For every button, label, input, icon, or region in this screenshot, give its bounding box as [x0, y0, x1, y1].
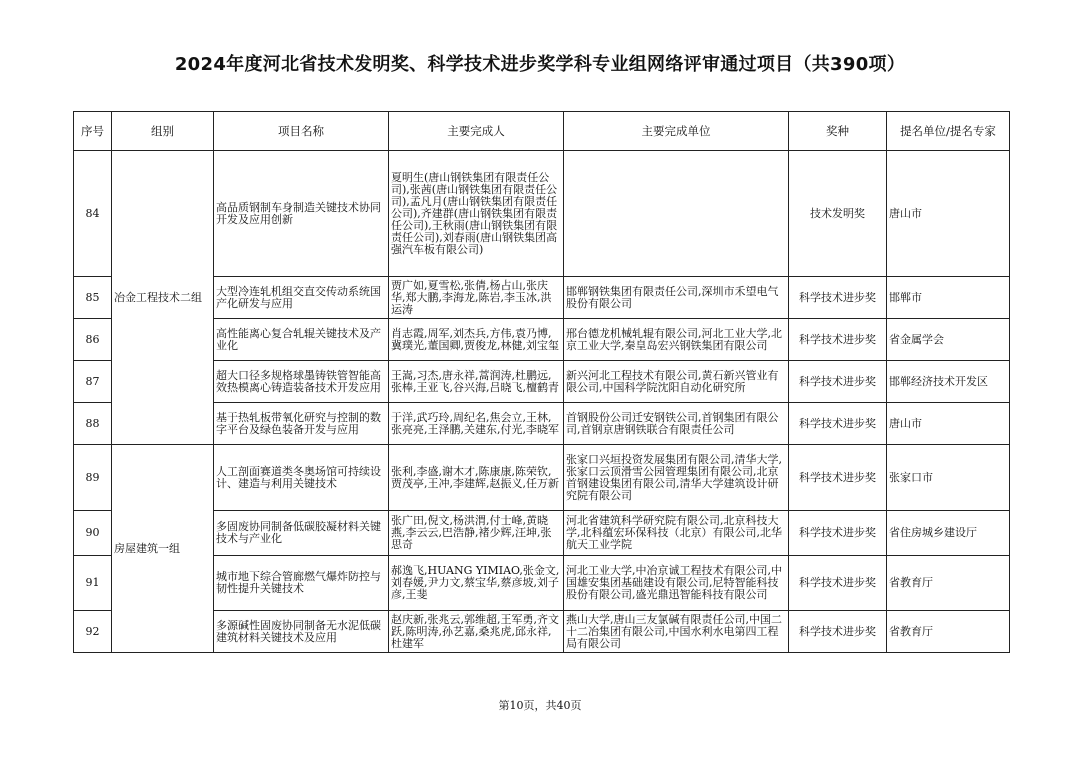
cell-nominator: 邯郸经济技术开发区 [887, 361, 1010, 403]
cell-no: 91 [74, 556, 112, 611]
cell-award: 科学技术进步奖 [789, 361, 887, 403]
table-row [74, 556, 1010, 611]
table-row [74, 277, 1010, 319]
header-group: 组别 [112, 112, 214, 151]
table-header-row [74, 112, 1010, 151]
cell-project-name: 超大口径多规格球墨铸铁管智能高效热模离心铸造装备技术开发应用 [214, 361, 389, 403]
cell-no: 84 [74, 151, 112, 277]
cell-people: 郝逸飞,HUANG YIMIAO,张金文,刘春媛,尹力文,蔡宝华,蔡彦坡,刘子彦,王斐 [389, 556, 564, 611]
header-units: 主要完成单位 [564, 112, 789, 151]
table-row [74, 151, 1010, 277]
cell-nominator: 邯郸市 [887, 277, 1010, 319]
table-row [74, 319, 1010, 361]
header-people: 主要完成人 [389, 112, 564, 151]
cell-units: 河北省建筑科学研究院有限公司,北京科技大学,北科蕴宏环保科技（北京）有限公司,北华航天工业学院 [564, 511, 789, 556]
table-row [74, 511, 1010, 556]
cell-no: 85 [74, 277, 112, 319]
page-footer: 第10页，共40页 [498, 699, 582, 712]
cell-project-name: 城市地下综合管廊燃气爆炸防控与韧性提升关键技术 [214, 556, 389, 611]
cell-units: 张家口兴垣投资发展集团有限公司,清华大学,张家口云顶滑雪公园管理集团有限公司,北京首钢建设集团有限公司,清华大学建筑设计研究院有限公司 [564, 445, 789, 511]
cell-award: 科学技术进步奖 [789, 319, 887, 361]
header-no: 序号 [74, 112, 112, 151]
cell-project-name: 多固废协同制备低碳胶凝材料关键技术与产业化 [214, 511, 389, 556]
cell-project-name: 多源碱性固废协同制备无水泥低碳建筑材料关键技术及应用 [214, 611, 389, 653]
cell-award: 科学技术进步奖 [789, 277, 887, 319]
cell-no: 87 [74, 361, 112, 403]
cell-nominator: 省教育厅 [887, 611, 1010, 653]
cell-award: 科学技术进步奖 [789, 556, 887, 611]
table-row [74, 361, 1010, 403]
cell-people: 于洋,武巧玲,周纪名,焦会立,王林,张亮亮,王泽鹏,关建东,付光,李晓军 [389, 403, 564, 445]
cell-group: 房屋建筑一组 [112, 445, 214, 653]
cell-people: 赵庆新,张兆云,郭维超,王军勇,齐文跃,陈明涛,孙艺嘉,桑兆虎,邱永祥,杜建军 [389, 611, 564, 653]
cell-nominator: 张家口市 [887, 445, 1010, 511]
cell-award: 科学技术进步奖 [789, 403, 887, 445]
cell-no: 88 [74, 403, 112, 445]
cell-units: 邢台德龙机械轧辊有限公司,河北工业大学,北京工业大学,秦皇岛宏兴钢铁集团有限公司 [564, 319, 789, 361]
cell-nominator: 省住房城乡建设厅 [887, 511, 1010, 556]
cell-award: 科学技术进步奖 [789, 445, 887, 511]
cell-no: 92 [74, 611, 112, 653]
cell-no: 86 [74, 319, 112, 361]
cell-units: 邯郸钢铁集团有限责任公司,深圳市禾望电气股份有限公司 [564, 277, 789, 319]
cell-award: 科学技术进步奖 [789, 511, 887, 556]
cell-units [564, 151, 789, 277]
cell-award: 科学技术进步奖 [789, 611, 887, 653]
cell-nominator: 省教育厅 [887, 556, 1010, 611]
cell-people: 张利,李盛,谢木才,陈康康,陈荣钦,贾茂亭,王冲,李建辉,赵振义,任万新 [389, 445, 564, 511]
cell-people: 王嵩,习杰,唐永祥,蒿润涛,杜鹏远,张棒,王亚飞,谷兴海,吕晓飞,檀鹤青 [389, 361, 564, 403]
table-row [74, 403, 1010, 445]
cell-project-name: 高性能离心复合轧辊关键技术及产业化 [214, 319, 389, 361]
cell-nominator: 唐山市 [887, 403, 1010, 445]
cell-units: 新兴河北工程技术有限公司,黄石新兴管业有限公司,中国科学院沈阳自动化研究所 [564, 361, 789, 403]
cell-project-name: 高品质钢制车身制造关键技术协同开发及应用创新 [214, 151, 389, 277]
header-award: 奖种 [789, 112, 887, 151]
table-row [74, 445, 1010, 511]
cell-people: 夏明生(唐山钢铁集团有限责任公司),张茜(唐山钢铁集团有限责任公司),孟凡月(唐山钢铁集团有限责任公司),齐建群(唐山钢铁集团有限责任公司),王秋雨(唐山钢铁集团有限责任公司),刘春雨(唐山钢铁集团高强汽车板有限公司) [389, 151, 564, 277]
cell-nominator: 唐山市 [887, 151, 1010, 277]
cell-no: 90 [74, 511, 112, 556]
header-nominator: 提名单位/提名专家 [887, 112, 1010, 151]
cell-units: 燕山大学,唐山三友氯碱有限责任公司,中国二十二冶集团有限公司,中国水利水电第四工程局有限公司 [564, 611, 789, 653]
cell-no: 89 [74, 445, 112, 511]
header-project-name: 项目名称 [214, 112, 389, 151]
document-title: 2024年度河北省技术发明奖、科学技术进步奖学科专业组网络评审通过项目（共390项） [174, 54, 906, 75]
table-row [74, 611, 1010, 653]
cell-people: 贾广如,夏雪松,张倩,杨占山,张庆华,郑大鹏,李海龙,陈岩,李玉冰,洪运涛 [389, 277, 564, 319]
cell-project-name: 大型冷连轧机组交直交传动系统国产化研发与应用 [214, 277, 389, 319]
project-table [73, 111, 1010, 653]
cell-nominator: 省金属学会 [887, 319, 1010, 361]
cell-people: 张广田,倪文,杨洪渭,付士峰,黄晓燕,李云云,巴浩静,褚少辉,汪坤,张思奇 [389, 511, 564, 556]
cell-award: 技术发明奖 [789, 151, 887, 277]
cell-project-name: 基于热轧板带氧化研究与控制的数字平台及绿色装备开发与应用 [214, 403, 389, 445]
cell-people: 肖志霞,周军,刘杰兵,方伟,袁乃博,冀璞光,董国卿,贾俊龙,林健,刘宝玺 [389, 319, 564, 361]
cell-project-name: 人工剖面赛道类冬奥场馆可持续设计、建造与利用关键技术 [214, 445, 389, 511]
cell-units: 河北工业大学,中冶京诚工程技术有限公司,中国雄安集团基础建设有限公司,尼特智能科技股份有限公司,盛光鼎迅智能科技有限公司 [564, 556, 789, 611]
cell-units: 首钢股份公司迁安钢铁公司,首钢集团有限公司,首钢京唐钢铁联合有限责任公司 [564, 403, 789, 445]
cell-group: 冶金工程技术二组 [112, 151, 214, 445]
